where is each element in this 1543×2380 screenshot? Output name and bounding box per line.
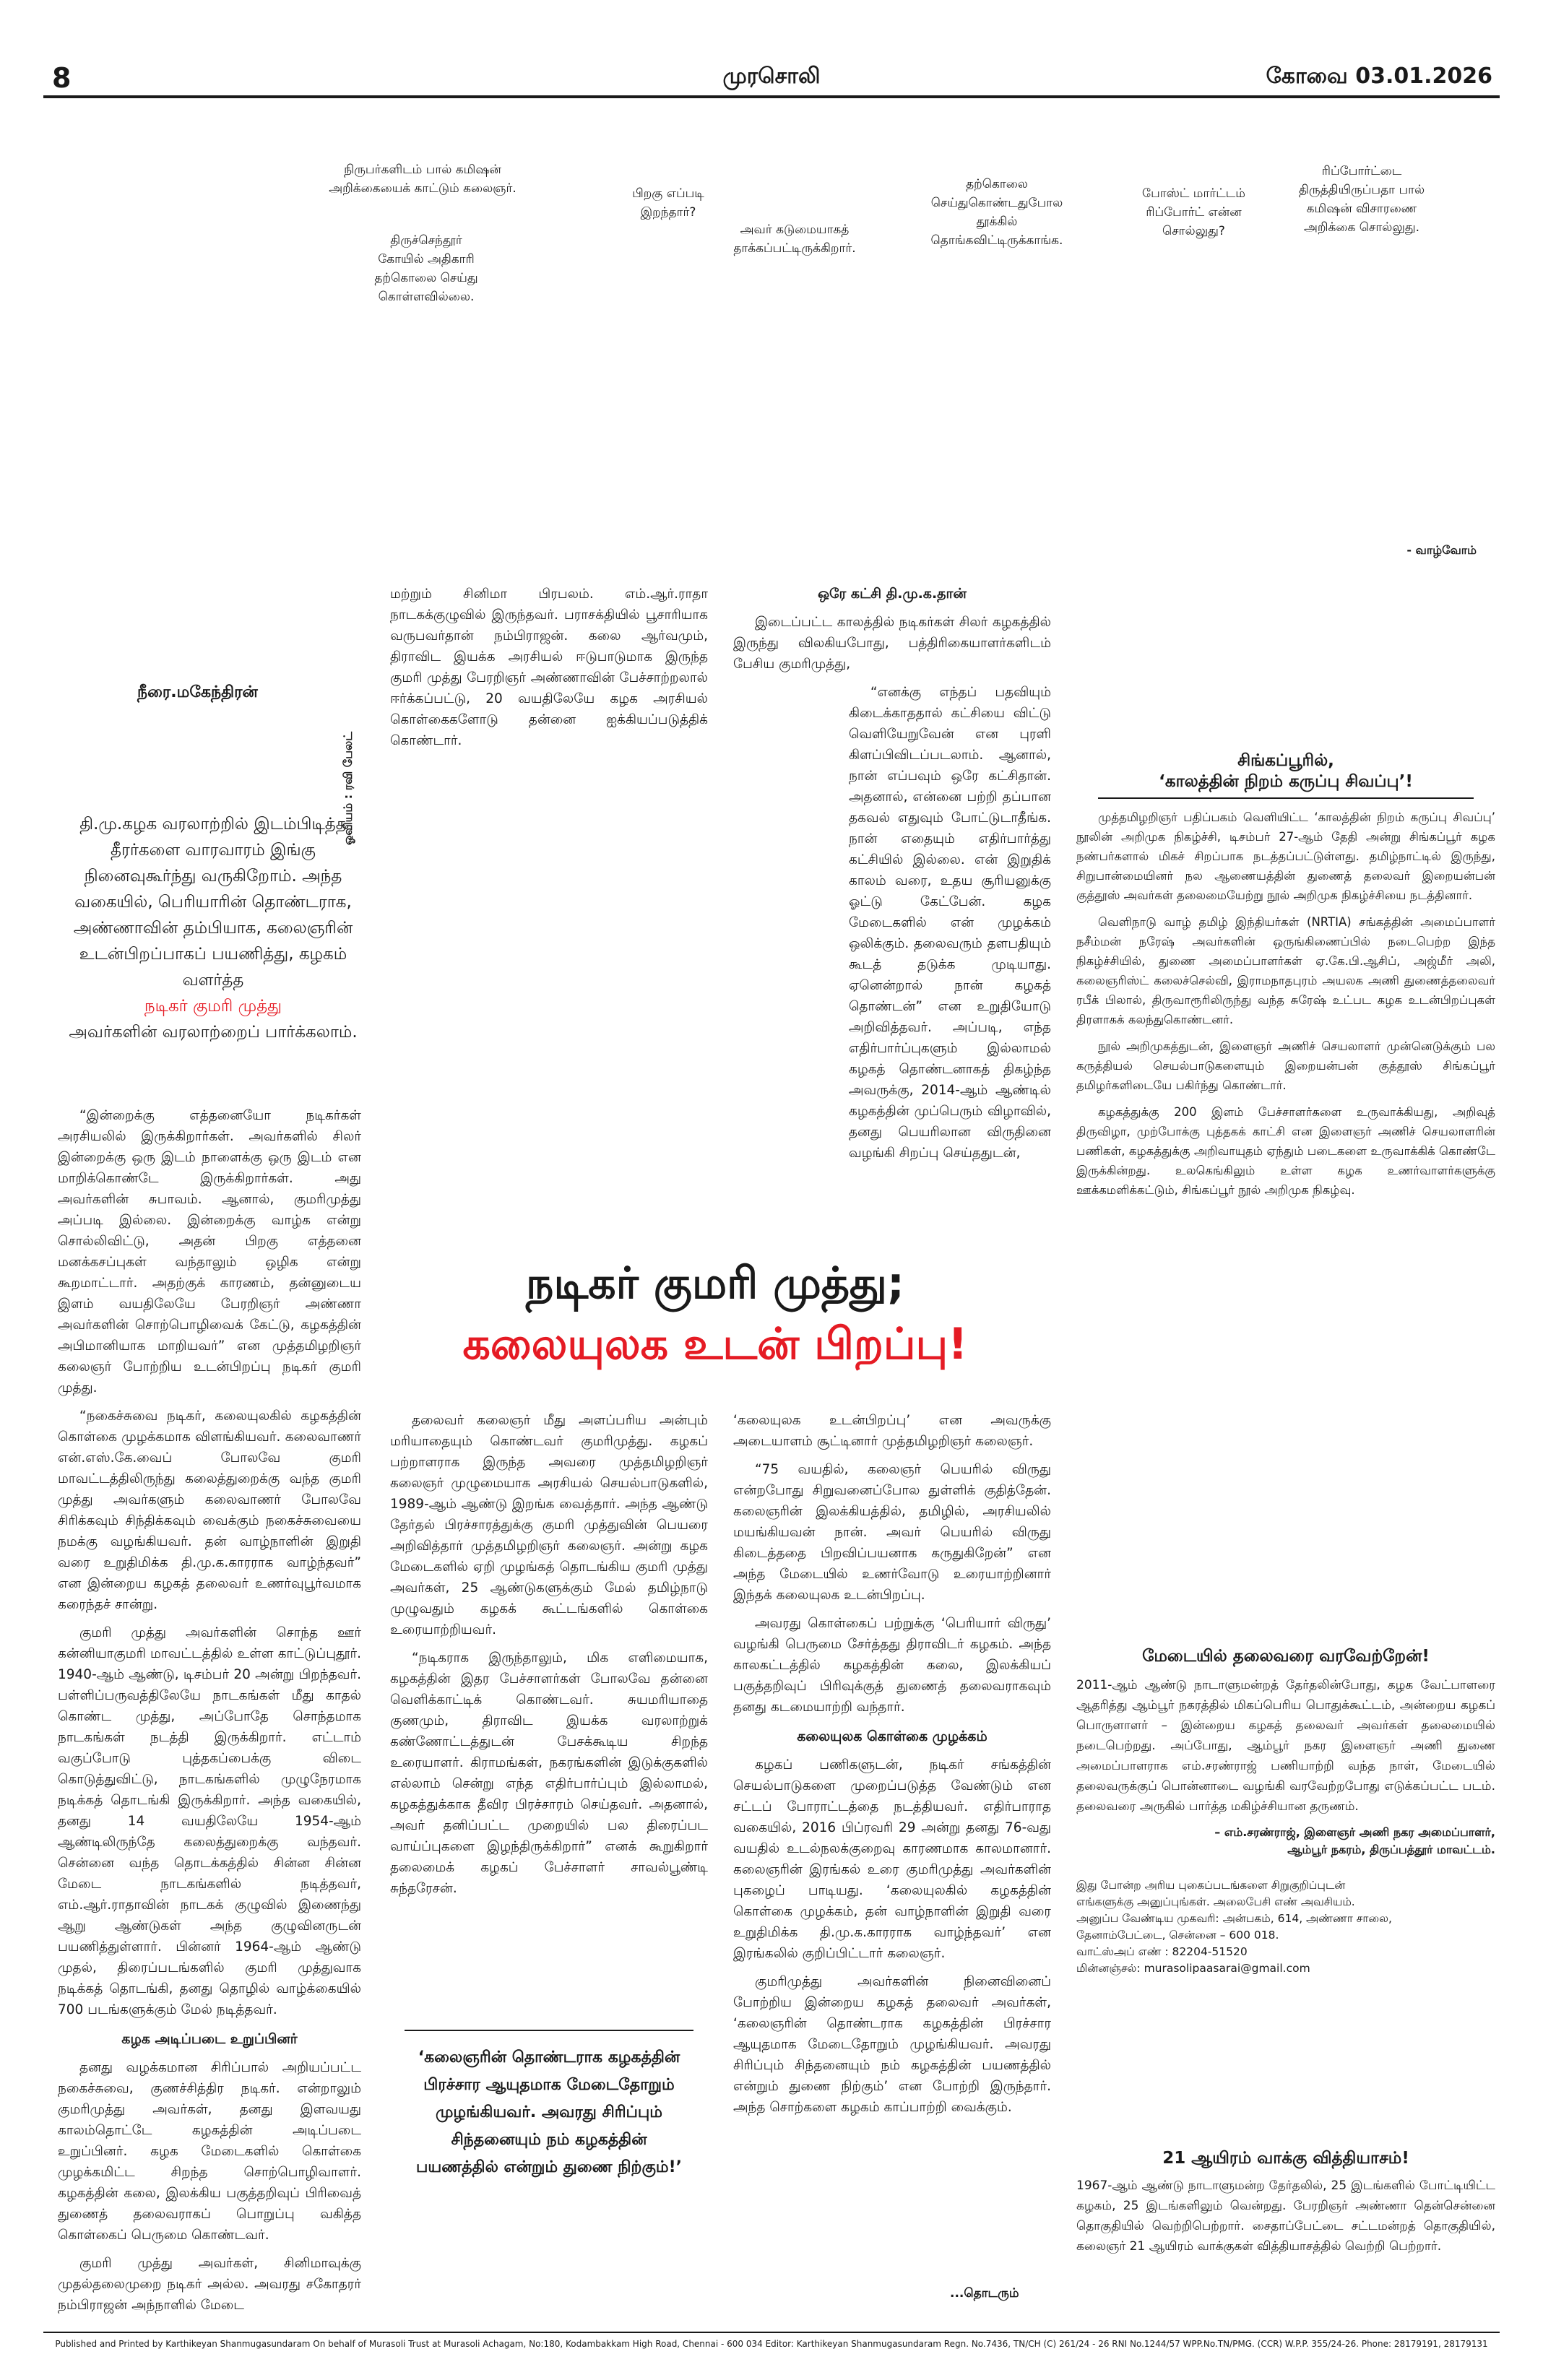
singapore-box [1076, 751, 1495, 1207]
intro-name: நடிகர் குமரி முத்து [144, 997, 282, 1016]
col1-paragraph: “நகைச்சுவை நடிகர், கலையுலகில் கழகத்தின் கொள்கை முழக்கமாக விளங்கியவர். கலைவாணர் என்.எஸ்.கே.வைப் போலவே குமரி மாவட்டத்திலிருந்து கலைத்துறைக்கு வந்த குமரி முத்து அவர்களும் கலைவாணர் போலவே சிரிக்கவும் சிந்திக்கவும் வைக்கும் நகைச்சுவையை நமக்கு வழங்கியவர். தன் வாழ்நாளின் இறுதி வரை உறுதிமிக்க தி.மு.க.காரராக வாழ்ந்தவர்” என இன்றைய கழகத் தலைவர் உணர்வுபூர்வமாக கரைந்தச் சான்று. [58, 1408, 361, 1612]
footer-rule [43, 2332, 1500, 2333]
article-column-3-top [733, 584, 1051, 1171]
welcome-box [1076, 1647, 1495, 1977]
col1-paragraph: குமரி முத்து அவர்களின் சொந்த ஊர் கன்னியாகுமரி மாவட்டத்தில் உள்ள காட்டுப்புதூர். 1940-ஆம் ஆண்டு, டிசம்பர் 20 அன்று பிறந்தவர். பள்ளிப்பருவத்திலேயே நாடகங்கள் மீது காதல் கொண்ட முத்து, அப்போதே சொந்தமாக நாடகங்கள் நடத்தி இருக்கிறார். எட்டாம் வகுப்போடு புத்தகப்பைக்கு விடை கொடுத்துவிட்டு, நாடகங்களில் முழுநேரமாக நடிக்கத் தொடங்கி இருக்கிறார். அந்த வகையில், தனது 14 வயதிலேயே 1954-ஆம் ஆண்டிலிருந்தே கலைத்துறைக்கு வந்தவர். சென்னை வந்த தொடக்கத்தில் சின்ன சின்ன மேடை நாடகங்களில் நடித்தவர், எம்.ஆர்.ராதாவின் நாடகக் குழுவில் இணைந்து ஆறு ஆண்டுகள் அந்த குழுவினருடன் பயணித்துள்ளார். பின்னர் 1964-ஆம் ஆண்டு முதல், திரைப்படங்களில் குமரி முத்துவாக நடிக்கத் தொடங்கி, தனது தொழில் வாழ்க்கையில் 700 படங்களுக்கும் மேல் நடித்தவர். [58, 1625, 361, 2017]
cartoon-bubble-5: தற்கொலை செய்துகொண்டதுபோல தூக்கில் தொங்கவிட்டிருக்காங்க. [930, 177, 1063, 248]
welcome-body [1076, 1675, 1495, 1817]
headline-line-2: கலையுலக உடன் பிறப்பு! [462, 1319, 968, 1369]
welcome-title: மேடையில் தலைவரை வரவேற்றேன்! [1142, 1647, 1430, 1666]
col3-bottom-paragraph: குமரிமுத்து அவர்களின் நினைவினைப் போற்றிய இன்றைய கழகத் தலைவர் அவர்கள், ‘கலைஞரின் தொண்டராக கழகத்தின் பிரச்சார ஆயுதமாக மேடைதோறும் முழங்கியவர். அவரது சிரிப்பும் சிந்தனையும் நம் கழகத்தின் பயணத்தில் என்றும் துணை நிற்கும்’ என போற்றி இருந்தார். அந்த சொற்களை கழகம் காப்பாற்றி வைக்கும். [733, 1974, 1051, 2115]
welcome-paragraph: 2011-ஆம் ஆண்டு நாடாளுமன்றத் தேர்தலின்போது, கழக வேட்பாளரை ஆதரித்து ஆம்பூர் நகரத்தில் மிகப்பெரிய பொதுக்கூட்டம், அன்றைய கழகப் பொருளாளர் – இன்றைய கழகத் தலைவர் அவர்கள் தலைமையில் நடைபெற்றது. அப்போது, ஆம்பூர் நகர இளைஞர் அணி துணை அமைப்பாளராக எம்.சரண்ராஜ் பணியாற்றி வந்த நாள், மேடையில் தலைவருக்குப் பொன்னாடை வழங்கி வரவேற்றபோது எடுக்கப்பட்ட படம். தலைவரை அருகில் பார்த்த மகிழ்ச்சியான தருணம். [1076, 1678, 1495, 1814]
singapore-body [1076, 808, 1495, 1200]
vote-title: 21 ஆயிரம் வாக்கு வித்தியாசம்! [1162, 2149, 1409, 2168]
col3-bottom-paragraph: அவரது கொள்கைப் பற்றுக்கு ‘பெரியார் விருது’ வழங்கி பெருமை சேர்த்தது திராவிடர் கழகம். அந்த காலகட்டத்தில் கழகத்தின் கலை, இலக்கியப் பகுத்தறிவுப் பிரிவுக்குத் துணைத் தலைவராகவும் தனது கடமையாற்றி வந்தார். [733, 1616, 1051, 1715]
vote-paragraph: 1967-ஆம் ஆண்டு நாடாளுமன்ற தேர்தலில், 25 இடங்களில் போட்டியிட்ட கழகம், 25 இடங்களிலும் வென்றது. பேரறிஞர் அண்ணா தென்சென்னை தொகுதியில் வெற்றிபெற்றார். சைதாப்பேட்டை சட்டமன்றத் தொகுதியில், கலைஞர் 21 ஆயிரம் வாக்குகள் வித்தியாசத்தில் வெற்றி பெற்றார். [1076, 2178, 1495, 2254]
welcome-info-line: எங்களுக்கு அனுப்புங்கள். அலைபேசி எண் அவசியம். [1076, 1895, 1355, 1908]
pull-quote: ‘கலைஞரின் தொண்டராக கழகத்தின் பிரச்சார ஆயுதமாக மேடைதோறும் முழங்கியவர். அவரது சிரிப்பும் சிந்தனையும் நம் கழகத்தின் பயணத்தில் என்றும் துணை நிற்கும்!’ [415, 2048, 683, 2176]
singapore-title-1: சிங்கப்பூரில், [1237, 751, 1334, 770]
vote-body [1076, 2176, 1495, 2256]
byline: நீரை.மகேந்திரன் [137, 683, 258, 701]
page-number: 8 [52, 62, 72, 94]
edition-date: கோவை 03.01.2026 [1266, 64, 1492, 89]
paper-name: முரசொலி [722, 64, 821, 89]
footer-imprint: Published and Printed by Karthikeyan Shanmugasundaram On behalf of Murasoli Trust at Murasoli Achagam, No:180, Kodambakkam High Road, Chennai - 600 034 Editor: Karthikeyan Shanmugasundaram Regn. No.7436, TN/CH (C) 261/24 - 26 RNI No.1244/57 WPP.No.TN/PMG. (CCR) W.P.P. 355/24-26. Phone: 28179191, 28179131 [55, 2339, 1488, 2349]
intro-box [69, 811, 358, 1045]
col2-bottom-paragraph: “நடிகராக இருந்தாலும், மிக எளிமையாக, கழகத்தின் இதர பேச்சாளர்கள் போலவே தன்னை வெளிக்காட்டிக் கொண்டவர். சுயமரியாதை குணமும், திராவிட இயக்க வரலாற்றுக் கண்ணோட்டத்துடன் பேசக்கூடிய சிறந்த உரையாளர். கிராமங்கள், நகரங்களின் இடுக்குகளில் எல்லாம் சென்று எந்த எதிர்பார்ப்பும் இல்லாமல், கழகத்துக்காக தீவிர பிரச்சாரம் செய்தவர். அதனால், அவர் தனிப்பட்ட முறையில் பல திரைப்பட வாய்ப்புகளை இழந்திருக்கிறார்” எனக் கூறுகிறார் தலைமைக் கழகப் பேச்சாளர் சாவல்பூண்டி சுந்தரேசன். [390, 1650, 708, 1896]
cartoon-bubble-4: அவர் கடுமையாகத் தாக்கப்பட்டிருக்கிறார். [733, 222, 856, 256]
cartoon-bubble-2: திருச்செந்தூர் கோயில் அதிகாரி தற்கொலை செய்து கொள்ளவில்லை. [374, 233, 478, 304]
welcome-signature-2: ஆம்பூர் நகரம், திருப்பத்தூர் மாவட்டம். [1287, 1843, 1495, 1856]
article-column-2-top [390, 584, 708, 758]
article-column-3-bottom [733, 1410, 1051, 2125]
col3-bottom-paragraph: கழகப் பணிகளுடன், நடிகர் சங்கத்தின் செயல்பாடுகளை முறைப்படுத்த வேண்டும் என சட்டப் போராட்டத்தை நடத்தியவர். எதிர்பாராத வகையில், 2016 பிப்ரவரி 29 அன்று தனது 76-வது வயதில் உடல்நலக்குறைவு காரணமாக காலமானார். கலைஞரின் இரங்கல் உரை குமரிமுத்து அவர்களின் புகழைப் பாடியது. ‘கலையுலகில் கழகத்தின் கொள்கை முழக்கம், தன் வாழ்நாளின் இறுதி வரை உறுதிமிக்க தி.மு.க.காரராக வாழ்ந்தவர்’ என இரங்கலில் குறிப்பிட்டார் கலைஞர். [733, 1757, 1051, 1961]
col1-paragraph: “இன்றைக்கு எத்தனையோ நடிகர்கள் அரசியலில் இருக்கிறார்கள். அவர்களில் சிலர் இன்றைக்கு ஒரு இடம் நாளைக்கு ஒரு இடம் என மாறிக்கொண்டே இருக்கிறார்கள். அது அவர்களின் சுபாவம். ஆனால், குமரிமுத்து அப்படி இல்லை. இன்றைக்கு வாழ்க என்று சொல்லிவிட்டு, அதன் பிறகு எத்தனை மனக்கசப்புகள் வந்தாலும் ஒழிக என்று கூறமாட்டார். அதற்குக் காரணம், தன்னுடைய இளம் வயதிலேயே பேரறிஞர் அண்ணா அவர்களின் சொற்பொழிவைக் கேட்டு, கழகத்தின் அபிமானியாக மாறியவர்” என முத்தமிழறிஞர் கலைஞர் போற்றிய உடன்பிறப்பு நடிகர் குமரி முத்து. [58, 1108, 361, 1395]
cartoon-bubble-3: பிறகு எப்படி இறந்தார்? [632, 186, 704, 220]
welcome-info-line: தேனாம்பேட்டை, சென்னை – 600 018. [1076, 1929, 1279, 1942]
singapore-paragraph: முத்தமிழறிஞர் பதிப்பகம் வெளியிட்ட ‘காலத்தின் நிறம் கருப்பு சிவப்பு’ நூலின் அறிமுக நிகழ்ச்சி, டிசம்பர் 27-ஆம் தேதி அன்று சிங்கப்பூர் கழக நண்பர்களால் மிகச் சிறப்பாக நடத்தப்பட்டுள்ளது. தமிழ்நாட்டில் இருந்து, சிறுபான்மையினர் நல ஆணையத்தின் துணைத் தலைவர் இறையன்பன் குத்தூஸ் அவர்கள் தலைமையேற்று நூல் அறிமுக நிகழ்ச்சியை நடத்தினார். [1076, 810, 1495, 902]
col3-bottom-paragraph: ‘கலையுலக உடன்பிறப்பு’ என அவருக்கு அடையாளம் சூட்டினார் முத்தமிழறிஞர் கலைஞர். [733, 1413, 1051, 1449]
col3-top-paragraph: “எனக்கு எந்தப் பதவியும் கிடைக்காததால் கட்சியை விட்டு வெளியேறுவேன் என புரளி கிளப்பிவிடப்படலாம். ஆனால், நான் எப்பவும் ஒரே கட்சிதான். அதனால், என்னை பற்றி தப்பான தகவல் எதுவும் போட்டுடாதீங்க. நான் எதையும் எதிர்பார்த்து கட்சியில் இல்லை. என் இறுதிக் காலம் வரை, உதய சூரியனுக்கு ஓட்டு கேட்பேன். கழக மேடைகளில் என் முழக்கம் ஒலிக்கும். தலைவரும் தளபதியும் கூடத் தடுக்க முடியாது. ஏனென்றால் நான் கழகத் தொண்டன்” என உறுதியோடு அறிவித்தவர். அப்படி, எந்த எதிர்பார்ப்புகளும் இல்லாமல் கழகத் தொண்டனாகத் திகழ்ந்த அவருக்கு, 2014-ஆம் ஆண்டில் கழகத்தின் முப்பெரும் விழாவில், தனது பெயரிலான விருதினை வழங்கி சிறப்பு செய்ததுடன், [849, 685, 1051, 1161]
col3-top-subhead: ஒரே கட்சி தி.மு.க.தான் [818, 586, 967, 602]
singapore-rule [1098, 797, 1474, 799]
headline-line-1: நடிகர் குமரி முத்து; [526, 1258, 904, 1309]
welcome-signature-1: – எம்.சரண்ராஜ், இளைஞர் அணி நகர அமைப்பாளர், [1214, 1825, 1495, 1839]
col1-paragraph: தனது வழக்கமான சிரிப்பால் அறியப்பட்ட நகைச்சுவை, குணச்சித்திர நடிகர். என்றாலும் குமரிமுத்து அவர்கள், தனது இளவயது காலம்தொட்டே கழகத்தின் அடிப்படை உறுப்பினர். கழக மேடைகளில் கொள்கை முழக்கமிட்ட சிறந்த சொற்பொழிவாளர். கழகத்தின் கலை, இலக்கிய பகுத்தறிவுப் பிரிவைத் துணைத் தலைவராகப் பொறுப்பு வகித்த கொள்கைப் பெருமை கொண்டவர். [58, 2060, 361, 2243]
cartoon-signature: - வாழ்வோம் [1406, 543, 1477, 557]
welcome-info-line: மின்னஞ்சல்: murasolipaasarai@gmail.com [1076, 1962, 1310, 1975]
welcome-info [1076, 1877, 1495, 1977]
quote-rule-top [405, 2030, 693, 2031]
continues-label: ...தொடரும் [950, 2286, 1019, 2301]
welcome-info-line: அனுப்ப வேண்டிய முகவரி: அன்பகம், 614, அண்ணா சாலை, [1076, 1912, 1392, 1925]
singapore-paragraph: வெளிநாடு வாழ் தமிழ் இந்தியர்கள் (NRTIA) சங்கத்தின் அமைப்பாளர் நசீம்மன் நரேஷ் அவர்களின் ஒருங்கிணைப்பில் நடைபெற்ற இந்த நிகழ்ச்சியில், துணை அமைப்பாளர்கள் ஏ.கே.பி.ஆசிப், அஜ்மீர் அலி, கலைஞரிஸ்ட் கலைச்செல்வி, இராமநாதபுரம் அயலக அணி துணைத்தலைவர் ரபீக் பிலால், திருவாரூரிலிருந்து வந்த சுரேஷ் உட்பட கழக உடன்பிறப்புகள் திரளாகக் கலந்துகொண்டனர். [1076, 915, 1495, 1026]
article-column-2-bottom [390, 1410, 708, 1906]
col1-subhead: கழக அடிப்படை உறுப்பினர் [121, 2031, 298, 2047]
welcome-info-line: வாட்ஸ்அப் எண் : 82204-51520 [1076, 1945, 1248, 1958]
col2-bottom-paragraph: தலைவர் கலைஞர் மீது அளப்பரிய அன்பும் மரியாதையும் கொண்டவர் குமரிமுத்து. கழகப் பற்றாளராக இருந்த அவரை முத்தமிழறிஞர் கலைஞர் முழுமையாக அரசியல் செயல்பாடுகளில், 1989-ஆம் ஆண்டு இறங்க வைத்தார். அந்த ஆண்டு தேர்தல் பிரச்சாரத்துக்கு குமரி முத்துவின் பெயரை அறிவித்தார் முத்தமிழறிஞர் கலைஞர். அன்று கழக மேடைகளில் ஏறி முழங்கத் தொடங்கிய குமரி முத்து அவர்கள், 25 ஆண்டுகளுக்கும் மேல் தமிழ்நாடு முழுவதும் கழகக் கூட்டங்களில் கொள்கை உரையாற்றியவர். [390, 1413, 708, 1637]
singapore-paragraph: கழகத்துக்கு 200 இளம் பேச்சாளர்களை உருவாக்கியது, அறிவுத் திருவிழா, முற்போக்கு புத்தகக் காட்சி என இளைஞர் அணிச் செயலாளரின் பணிகள், கழகத்துக்கு அறிவாயுதம் ஏந்தும் படைகளை உருவாக்கிக் கொண்டே இருக்கின்றது. உலகெங்கிலும் உள்ள கழக உணர்வாளர்களுக்கு ஊக்கமளிக்கட்டும், சிங்கப்பூர் நூல் அறிமுக நிகழ்வு. [1076, 1105, 1495, 1197]
col3-bottom-paragraph: “75 வயதில், கலைஞர் பெயரில் விருது என்றபோது சிறுவனைப்போல துள்ளிக் குதித்தேன். கலைஞரின் இலக்கியத்தில், தமிழில், அரசியலில் மயங்கியவன் நான். அவர் பெயரில் விருது கிடைத்ததை பிறவிப்பயனாக கருதுகிறேன்” என அந்த மேடையில் உணர்வோடு உரையாற்றினார் இந்தக் கலையுலக உடன்பிறப்பு. [733, 1462, 1051, 1603]
cartoon-bubble-7: ரிப்போர்ட்டை திருத்தியிருப்பதா பால் கமிஷன் விசாரணை அறிக்கை சொல்லுது. [1298, 164, 1425, 235]
intro-end: அவர்களின் வரலாற்றைப் பார்க்கலாம். [69, 1023, 358, 1042]
article-column-1 [58, 1105, 361, 2323]
singapore-paragraph: நூல் அறிமுகத்துடன், இளைஞர் அணிச் செயலாளர் முன்னெடுக்கும் பல கருத்தியல் செயல்பாடுகளையும் இறையன்பன் குத்தூஸ் சிங்கப்பூர் தமிழர்களிடையே பகிர்ந்து கொண்டார். [1076, 1039, 1495, 1092]
col2-top-paragraph: மற்றும் சினிமா பிரபலம். எம்.ஆர்.ராதா நாடகக்குழுவில் இருந்தவர். பராசக்தியில் பூசாரியாக வருபவர்தான் நம்பிராஜன். கலை ஆர்வமும், திராவிட இயக்க அரசியல் ஈடுபாடுமாக இருந்த குமரி முத்து பேரறிஞர் அண்ணாவின் பேச்சாற்றலால் ஈர்க்கப்பட்டு, 20 வயதிலேயே கழக அரசியல் கொள்கைகளோடு தன்னை ஐக்கியப்படுத்திக் கொண்டார். [390, 587, 708, 748]
intro-text: தி.மு.கழக வரலாற்றில் இடம்பிடித்த தீரர்களை வாரவாரம் இங்கு நினைவுகூர்ந்து வருகிறோம். அந்த வகையில், பெரியாரின் தொண்டராக, அண்ணாவின் தம்பியாக, கலைஞரின் உடன்பிறப்பாகப் பயணித்து, கழகம் வளர்த்த [73, 815, 353, 990]
header-rule [43, 95, 1500, 98]
col3-top-paragraph: இடைப்பட்ட காலத்தில் நடிகர்கள் சிலர் கழகத்தில் இருந்து விலகியபோது, பத்திரிகையாளர்களிடம் பேசிய குமரிமுத்து, [733, 615, 1051, 672]
photo-credit: ஓவியம் : ரவி பேலட் [341, 731, 355, 845]
col3-bottom-subhead: கலையுலக கொள்கை முழக்கம் [797, 1728, 987, 1744]
welcome-info-line: இது போன்ற அரிய புகைப்படங்களை சிறுகுறிப்புடன் [1076, 1879, 1346, 1892]
vote-box [1076, 2149, 1495, 2264]
col1-paragraph: குமரி முத்து அவர்கள், சினிமாவுக்கு முதல்தலைமுறை நடிகர் அல்ல. அவரது சகோதரர் நம்பிராஜன் அந்நாளில் மேடை [58, 2256, 361, 2313]
cartoon-bubble-1: நிருபர்களிடம் பால் கமிஷன் அறிக்கையைக் காட்டும் கலைஞர். [329, 163, 517, 196]
cartoon-bubble-6: போஸ்ட் மார்ட்டம் ரிப்போர்ட் என்ன சொல்லுது? [1142, 186, 1245, 238]
singapore-title-2: ‘காலத்தின் நிறம் கருப்பு சிவப்பு’! [1159, 772, 1413, 791]
